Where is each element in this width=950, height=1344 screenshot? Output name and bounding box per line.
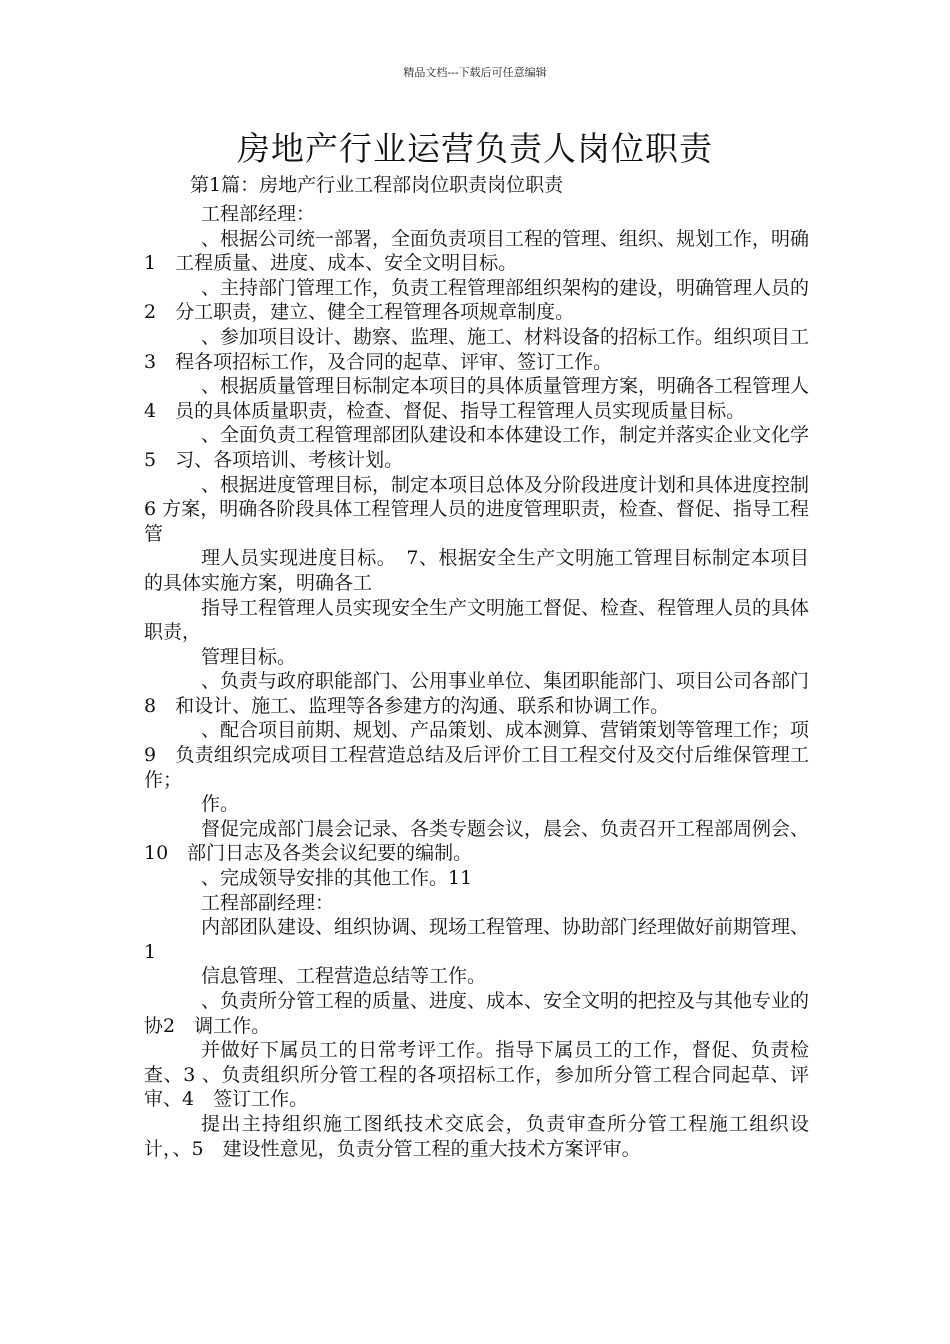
paragraph: 、完成领导安排的其他工作。11 <box>201 867 473 890</box>
paragraph: 、全面负责工程管理部团队建设和本体建设工作，制定并落实企业文化学5 习、各项培训、考核计划。 <box>144 424 810 471</box>
paragraph: 工程部副经理： <box>201 891 335 914</box>
paragraph: 、配合项目前期、规划、产品策划、成本测算、营销策划等管理工作；项9 负责组织完成项目工程营造总结及后评价工目工程交付及交付后维保管理工作； <box>144 719 810 791</box>
document-body <box>144 202 809 1161</box>
paragraph: 工程部经理： <box>201 203 316 225</box>
paragraph: 信息管理、工程营造总结等工作。 <box>201 965 487 988</box>
paragraph: 督促完成部门晨会记录、各类专题会议，晨会、负责召开工程部周例会、10 部门日志及各类会议纪要的编制。 <box>144 817 810 865</box>
paragraph: 、根据进度管理目标，制定本项目总体及分阶段进度计划和具体进度控制6 方案，明确各阶段具体工程管理人员的进度管理职责，检查、督促、指导工程管 <box>144 473 810 545</box>
paragraph: 理人员实现进度目标。 7、根据安全生产文明施工管理目标制定本项目的具体实施方案，明确各工 <box>144 547 809 594</box>
paragraph: 指导工程管理人员实现安全生产文明施工督促、检查、程管理人员的具体职责， <box>144 596 810 644</box>
page-header: 精品文档---下载后可任意编辑 <box>403 66 547 79</box>
paragraph: 内部团队建设、组织协调、现场工程管理、协助部门经理做好前期管理、1 <box>144 916 810 963</box>
paragraph: 、负责与政府职能部门、公用事业单位、集团职能部门、项目公司各部门8 和设计、施工、监理等各参建方的沟通、联系和协调工作。 <box>144 670 810 717</box>
paragraph: 、主持部门管理工作，负责工程管理部组织架构的建设，明确管理人员的2 分工职责，建立、健全工程管理各项规章制度。 <box>144 276 810 324</box>
paragraph: 、根据公司统一部署，全面负责项目工程的管理、组织、规划工作，明确1 工程质量、进度、成本、安全文明目标。 <box>144 227 810 275</box>
paragraph: 管理目标。 <box>201 645 297 668</box>
paragraph: 提出主持组织施工图纸技术交底会，负责审查所分管工程施工组织设计，、5 建设性意见，负责分管工程的重大技术方案评审。 <box>144 1112 809 1160</box>
paragraph: 并做好下属员工的日常考评工作。指导下属员工的工作，督促、负责检查、3 、负责组织所分管工程的各项招标工作，参加所分管工程合同起草、评审、4 签订工作。 <box>144 1039 809 1111</box>
paragraph: 作。 <box>201 793 240 816</box>
paragraph: 、根据质量管理目标制定本项目的具体质量管理方案，明确各工程管理人4 员的具体质量职责，检查、督促、指导工程管理人员实现质量目标。 <box>144 375 810 422</box>
paragraph: 、参加项目设计、勘察、监理、施工、材料设备的招标工作。组织项目工3 程各项招标工作，及合同的起草、评审、签订工作。 <box>144 325 810 373</box>
document-title: 房地产行业运营负责人岗位职责 <box>237 129 713 168</box>
paragraph: 、负责所分管工程的质量、进度、成本、安全文明的把控及与其他专业的协2 调工作。 <box>144 990 810 1037</box>
section-heading: 第1篇：房地产行业工程部岗位职责岗位职责 <box>190 174 564 196</box>
